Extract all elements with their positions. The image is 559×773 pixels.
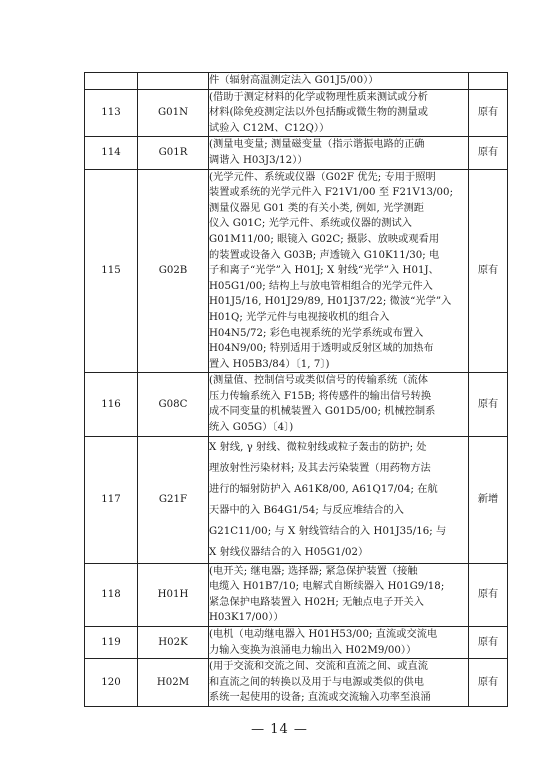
description-line: 成不同变量的机械装置入 G01D5/00; 机械控制系 (209, 406, 436, 418)
classification-code: G01R (138, 137, 209, 169)
classification-description (209, 436, 469, 563)
description-line: 调谐入 H03J3/12）） (209, 154, 308, 166)
description-line: 电缆入 H01B7/10; 电解式自断续器入 H01G9/18; (209, 581, 445, 593)
description-line: (借助于测定材料的化学或物理性质来测试或分析 (209, 91, 429, 103)
description-line: 力输入变换为浪涌电力输出入 H02M9/00）） (209, 644, 417, 656)
classification-description (209, 659, 469, 707)
status-cell: 原有 (469, 659, 508, 707)
row-number: 116 (85, 373, 138, 436)
status-cell (469, 73, 508, 90)
description-line: (电开关; 继电器; 选择器; 紧急保护装置（接触 (209, 565, 418, 577)
description-line: H01J5/16, H01J29/89, H01J37/22; 微波“光学”入 (209, 296, 452, 308)
description-line: G21C11/00; 与 X 射线管结合的入 H01J35/16; 与 (209, 525, 447, 537)
table-row (85, 436, 508, 563)
classification-code: H02K (138, 627, 209, 659)
row-number (85, 73, 138, 90)
description-line: 置入 H05B3/84）〔1, 7〕) (209, 358, 330, 370)
table-row (85, 659, 508, 707)
description-line: 子和离子“光学”入 H01J; X 射线“光学”入 H01J、 (209, 265, 439, 277)
description-line: (光学元件、系统或仪器（G02F 优先; 专用于照明 (209, 171, 436, 183)
description-line: 试验入 C12M、C12Q）） (209, 122, 330, 134)
description-line: G01M11/00; 眼镜入 G02C; 摄影、放映或观看用 (209, 233, 440, 245)
description-line: 压力传输系统入 F15B; 将传感件的输出信号转换 (209, 390, 432, 402)
table-row (85, 373, 508, 436)
description-line: X 射线, γ 射线、微粒射线或粒子轰击的防护; 处 (209, 441, 427, 453)
table-row (85, 137, 508, 169)
description-line: 理放射性污染材料; 及其去污染装置（用药物方法 (209, 462, 431, 474)
description-line: (电机（电动继电器入 H01H53/00; 直流或交流电 (209, 629, 438, 641)
classification-code: G02B (138, 169, 209, 373)
row-number: 115 (85, 169, 138, 373)
table-row (85, 89, 508, 137)
table-row (85, 169, 508, 373)
description-line: H03K17/00）） (209, 612, 284, 624)
description-line: 件（辐射高温测定法入 G01J5/00）） (209, 75, 379, 86)
status-cell: 原有 (469, 137, 508, 169)
description-line: (用于交流和交流之间、交流和直流之间、或直流 (209, 661, 429, 673)
table-row (85, 563, 508, 626)
status-cell: 原有 (469, 89, 508, 137)
status-cell: 原有 (469, 169, 508, 373)
description-line: H01Q; 光学元件与电视接收机的组合入 (209, 311, 390, 323)
status-cell: 原有 (469, 373, 508, 436)
classification-code: G08C (138, 373, 209, 436)
classification-code: G01N (138, 89, 209, 137)
classification-description (209, 563, 469, 626)
classification-code: G21F (138, 436, 209, 563)
description-line: (测量值、控制信号或类似信号的传输系统（流体 (209, 375, 429, 387)
classification-description (209, 137, 469, 169)
description-line: 和直流之间的转换以及用于与电源或类似的供电 (209, 676, 424, 688)
description-line: 材料(除免疫测定法以外包括酶或微生物的测量或 (209, 107, 429, 119)
description-line: H04N5/72; 彩色电视系统的光学系统或布置入 (209, 327, 424, 339)
description-line: 系统一起使用的设备; 直流或交流输入功率至浪涌 (209, 692, 431, 704)
status-cell: 原有 (469, 627, 508, 659)
row-number: 120 (85, 659, 138, 707)
description-line: 紧急保护电路装置入 H02H; 无触点电子开关入 (209, 596, 425, 608)
row-number: 118 (85, 563, 138, 626)
description-line: 的装置或设备入 G03B; 声透镜入 G10K11/30; 电 (209, 249, 440, 261)
description-line: 进行的辐射防护入 A61K8/00, A61Q17/04; 在航 (209, 483, 438, 495)
classification-code: H01H (138, 563, 209, 626)
classification-description (209, 169, 469, 373)
description-line: H05G1/00; 结构上与放电管相组合的光学元件入 (209, 280, 433, 292)
row-number: 113 (85, 89, 138, 137)
row-number: 117 (85, 436, 138, 563)
classification-description (209, 627, 469, 659)
classification-description (209, 89, 469, 137)
classification-code: H02M (138, 659, 209, 707)
status-cell: 原有 (469, 563, 508, 626)
table-row (85, 627, 508, 659)
description-line: 仪入 G01C; 光学元件、系统或仪器的测试入 (209, 218, 412, 230)
classification-code (138, 73, 209, 90)
status-cell: 新增 (469, 436, 508, 563)
table-row (85, 73, 508, 90)
description-line: H04N9/00; 特别适用于透明或反射区域的加热布 (209, 343, 434, 355)
description-line: X 射线仪器结合的入 H05G1/02） (209, 546, 369, 558)
classification-description (209, 73, 469, 90)
page-number: — 14 — (251, 722, 308, 737)
description-line: 测量仪器见 G01 类的有关小类, 例如, 光学测距 (209, 202, 425, 214)
classification-description (209, 373, 469, 436)
row-number: 119 (85, 627, 138, 659)
row-number: 114 (85, 137, 138, 169)
description-line: 装置或系统的光学元件入 F21V1/00 至 F21V13/00; (209, 187, 454, 199)
description-line: 天器中的入 B64G1/54; 与反应堆结合的入 (209, 504, 405, 516)
description-line: 统入 G05G）〔4〕) (209, 422, 294, 434)
ipc-classification-table (84, 72, 508, 707)
description-line: (测量电变量; 测量磁变量（指示谐振电路的正确 (209, 139, 425, 151)
